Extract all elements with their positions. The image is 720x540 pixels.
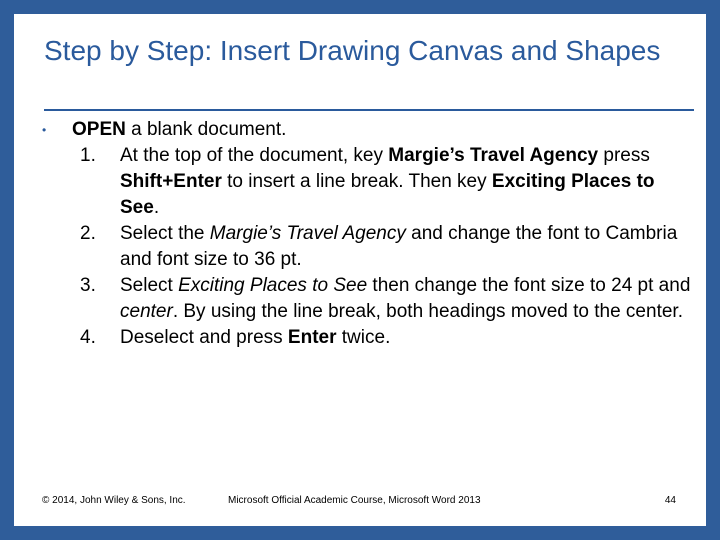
step-bold-run: Margie’s Travel Agency xyxy=(388,145,599,166)
step-number: 4. xyxy=(80,327,96,348)
step-text-run: Select the xyxy=(120,223,210,244)
slide-content xyxy=(42,117,692,351)
step-item xyxy=(42,221,692,273)
slide-title: Step by Step: Insert Drawing Canvas and Shapes xyxy=(44,35,661,66)
step-number: 3. xyxy=(80,275,96,296)
step-item xyxy=(42,143,692,221)
footer-copyright: © 2014, John Wiley & Sons, Inc. xyxy=(42,495,186,506)
step-bold-run: Enter xyxy=(287,327,337,348)
step-text xyxy=(120,275,690,322)
step-bold-run: Exciting Places to See xyxy=(120,171,655,218)
step-text-run: Select xyxy=(120,275,179,296)
step-bold-run: Shift+Enter xyxy=(120,171,222,192)
title-divider xyxy=(44,109,694,111)
step-item xyxy=(42,273,692,325)
step-italic-run: Margie’s Travel Agency xyxy=(209,223,406,244)
step-text xyxy=(120,327,390,348)
bullet-bold-text: OPEN xyxy=(72,119,126,140)
step-item xyxy=(42,325,692,351)
bullet-marker: • xyxy=(42,123,47,137)
step-text-run: and change the font to Cambria and font size to 36 pt. xyxy=(120,223,678,270)
step-text-run: twice. xyxy=(336,327,391,348)
step-text-run: Deselect and press xyxy=(120,327,288,348)
step-text-run: to insert a line break. Then key xyxy=(221,171,492,192)
step-text-run: press xyxy=(598,145,650,166)
steps-list xyxy=(42,143,692,351)
step-text xyxy=(120,223,677,270)
step-text-run: At the top of the document, key xyxy=(120,145,389,166)
step-text-run: . By using the line break, both headings moved to the center. xyxy=(172,301,683,322)
step-number: 1. xyxy=(80,145,96,166)
step-text-run: . xyxy=(153,197,160,218)
footer-course: Microsoft Official Academic Course, Microsoft Word 2013 xyxy=(228,495,481,506)
slide xyxy=(14,14,706,526)
bullet-item xyxy=(42,117,692,143)
bullet-text: a blank document. xyxy=(125,119,287,140)
step-number: 2. xyxy=(80,223,96,244)
footer-page-number: 44 xyxy=(664,495,676,506)
step-italic-run: center xyxy=(120,301,173,322)
step-italic-run: Exciting Places to See xyxy=(178,275,368,296)
step-text xyxy=(120,145,655,218)
step-text-run: then change the font size to 24 pt and xyxy=(367,275,691,296)
